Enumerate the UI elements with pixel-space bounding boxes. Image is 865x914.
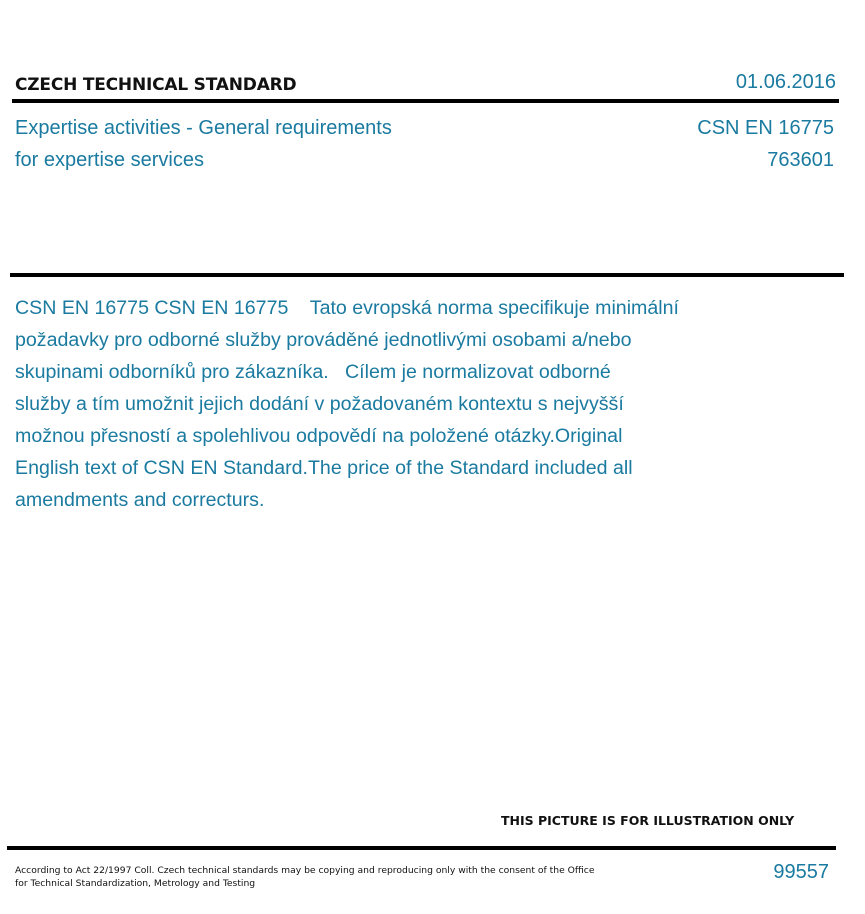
bottom-divider [7, 846, 836, 850]
legal-notice-line-2: for Technical Standardization, Metrology and Testing [15, 878, 256, 889]
title-line-1: Expertise activities - General requirements [15, 117, 392, 139]
catalog-number: 763601 [767, 149, 834, 171]
abstract-text: CSN EN 16775 CSN EN 16775 Tato evropská norma specifikuje minimální požadavky pro odborné služby prováděné jednotlivými osobami a/nebo skupinami odborníků pro zákazníka. Cílem je normalizovat odborné služby a tím umožnit jejich dodání v požadovaném kontextu s nejvyšší možnou přesností a spolehlivou odpovědí na položené otázky.Original English text of CSN EN Standard.The price of the Standard included all amendments and correcturs. [15, 297, 679, 511]
publication-date: 01.06.2016 [735, 71, 836, 93]
title-line-2: for expertise services [15, 149, 204, 171]
top-divider [12, 99, 839, 103]
illustration-notice: THIS PICTURE IS FOR ILLUSTRATION ONLY [501, 813, 795, 828]
legal-notice [15, 864, 595, 890]
standard-type-label: CZECH TECHNICAL STANDARD [15, 75, 297, 95]
middle-divider [10, 273, 844, 277]
document-id: 99557 [773, 861, 829, 883]
standard-number: CSN EN 16775 [697, 117, 834, 139]
legal-notice-line-1: According to Act 22/1997 Coll. Czech technical standards may be copying and reproducing only with the consent of the Office [15, 865, 595, 876]
